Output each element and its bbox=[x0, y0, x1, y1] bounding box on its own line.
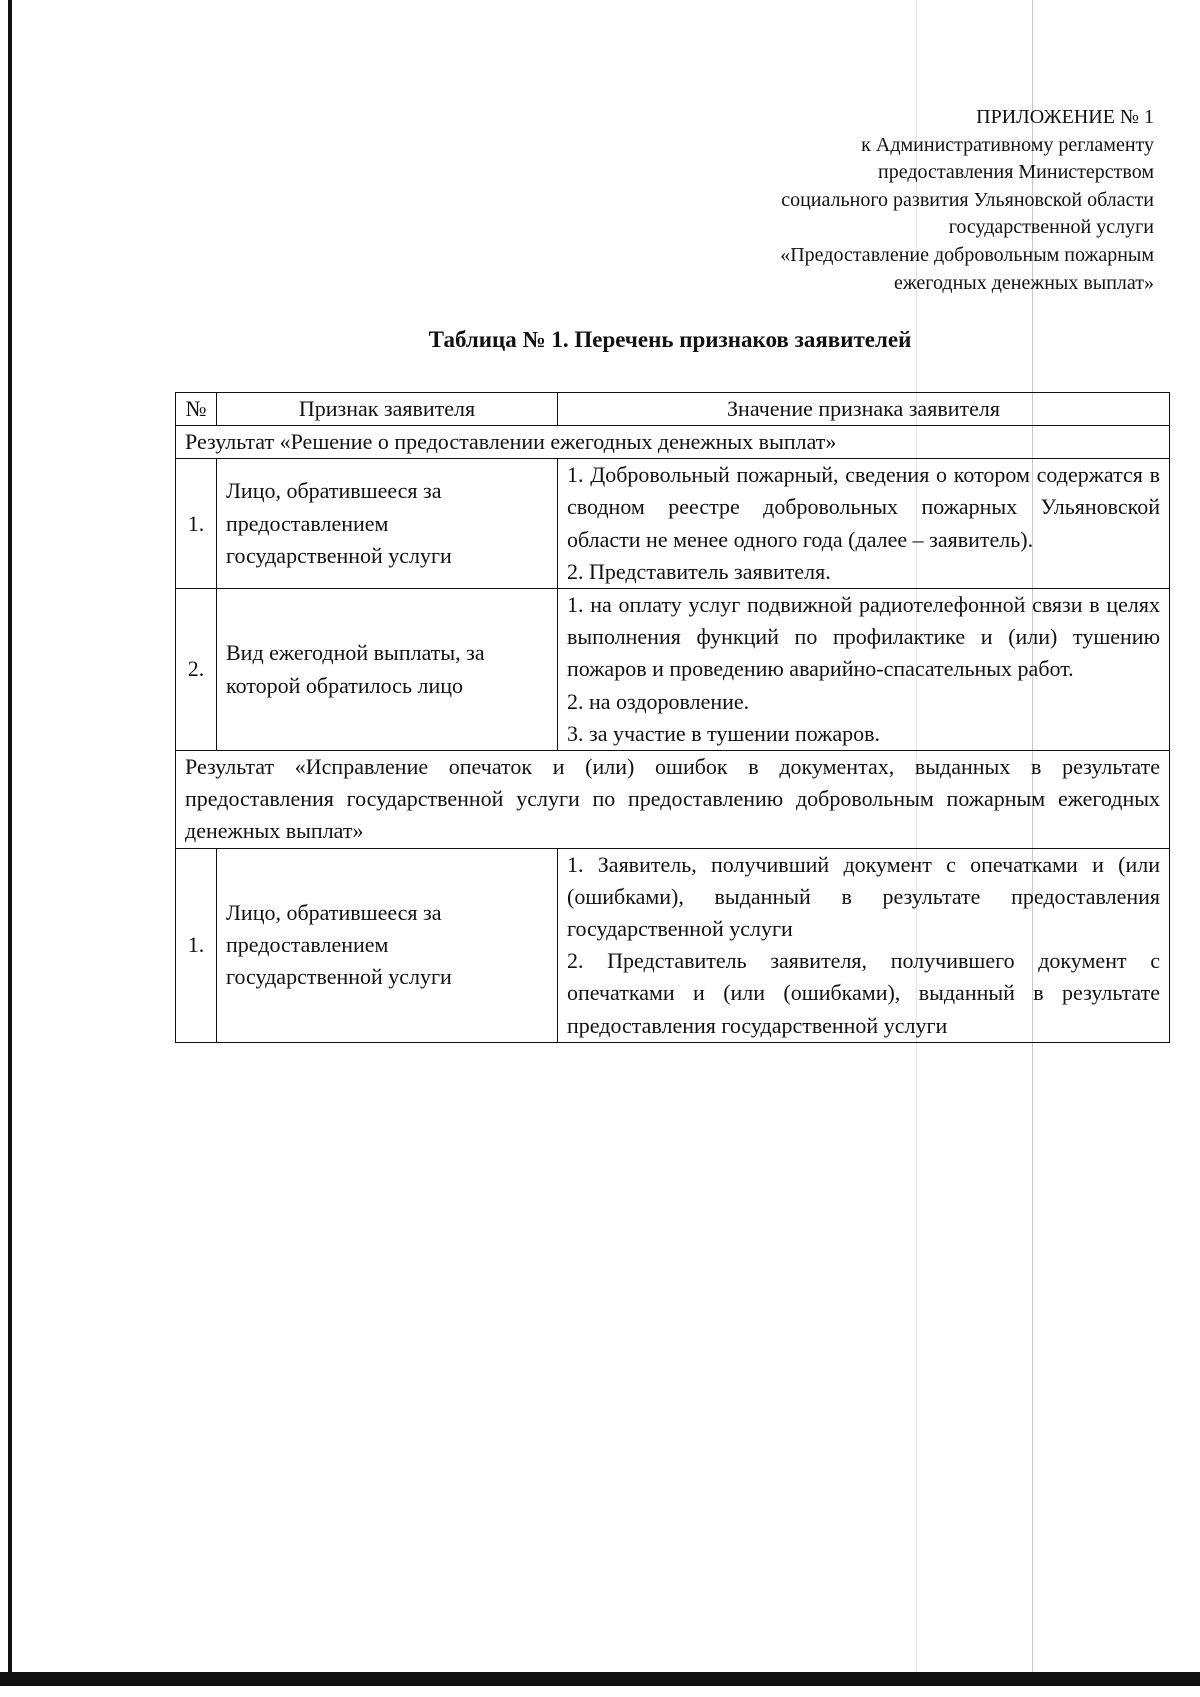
row-number: 2. bbox=[176, 589, 217, 751]
value-item: 2. на оздоровление. bbox=[567, 688, 750, 714]
section-row bbox=[176, 751, 1170, 849]
table-row bbox=[176, 459, 1170, 589]
appendix-line: предоставления Министерством bbox=[878, 161, 1154, 184]
value-item: 1. Заявитель, получивший документ с опечатками и (или (ошибками), выданный в результате предоставления государственной услуги bbox=[567, 851, 1160, 942]
row-value bbox=[558, 459, 1170, 589]
row-number: 1. bbox=[176, 848, 217, 1042]
table-header-row bbox=[176, 393, 1170, 426]
applicant-signs-table bbox=[175, 392, 1170, 1043]
appendix-line: «Предоставление добровольным пожарным bbox=[780, 243, 1154, 266]
value-item: 3. за участие в тушении пожаров. bbox=[567, 720, 881, 746]
table-row bbox=[176, 589, 1170, 751]
row-number: 1. bbox=[176, 459, 217, 589]
scan-edge-bottom bbox=[0, 1672, 1200, 1686]
value-item: 2. Представитель заявителя, получившего документ с опечатками и (или (ошибками), выданный в результате предоставления государственной услуги bbox=[567, 948, 1160, 1038]
row-value bbox=[558, 848, 1170, 1042]
appendix-header bbox=[780, 104, 1154, 297]
appendix-line: к Административному регламенту bbox=[861, 133, 1154, 156]
row-sign: Вид ежегодной выплаты, за которой обратилось лицо bbox=[217, 589, 558, 751]
scan-edge-left bbox=[8, 0, 12, 1680]
header-value: Значение признака заявителя bbox=[558, 393, 1170, 426]
appendix-line: социального развития Ульяновской области bbox=[781, 188, 1154, 211]
section-row bbox=[176, 426, 1170, 459]
section-title: Результат «Решение о предоставлении ежегодных денежных выплат» bbox=[176, 426, 1170, 459]
appendix-line: ПРИЛОЖЕНИЕ № 1 bbox=[976, 106, 1154, 128]
header-num: № bbox=[176, 393, 217, 426]
table-row bbox=[176, 848, 1170, 1042]
row-value bbox=[558, 589, 1170, 751]
value-item: 1. на оплату услуг подвижной радиотелефонной связи в целях выполнения функций по профилактике и (или) тушению пожаров и проведению аварийно-спасательных работ. bbox=[567, 592, 1160, 682]
header-sign: Признак заявителя bbox=[217, 393, 558, 426]
row-sign: Лицо, обратившееся за предоставлением государственной услуги bbox=[217, 848, 558, 1042]
appendix-line: государственной услуги bbox=[948, 216, 1154, 239]
appendix-line: ежегодных денежных выплат» bbox=[893, 271, 1154, 294]
table-title: Таблица № 1. Перечень признаков заявителей bbox=[428, 327, 912, 352]
row-sign: Лицо, обратившееся за предоставлением государственной услуги bbox=[217, 459, 558, 589]
value-item: 1. Добровольный пожарный, сведения о котором содержатся в сводном реестре добровольных пожарных Ульяновской области не менее одного года (далее – заявитель). bbox=[567, 462, 1160, 552]
value-item: 2. Представитель заявителя. bbox=[567, 558, 831, 584]
section-title: Результат «Исправление опечаток и (или) ошибок в документах, выданных в результате предоставления государственной услуги по предоставлению добровольным пожарным ежегодных денежных выплат» bbox=[176, 751, 1170, 849]
